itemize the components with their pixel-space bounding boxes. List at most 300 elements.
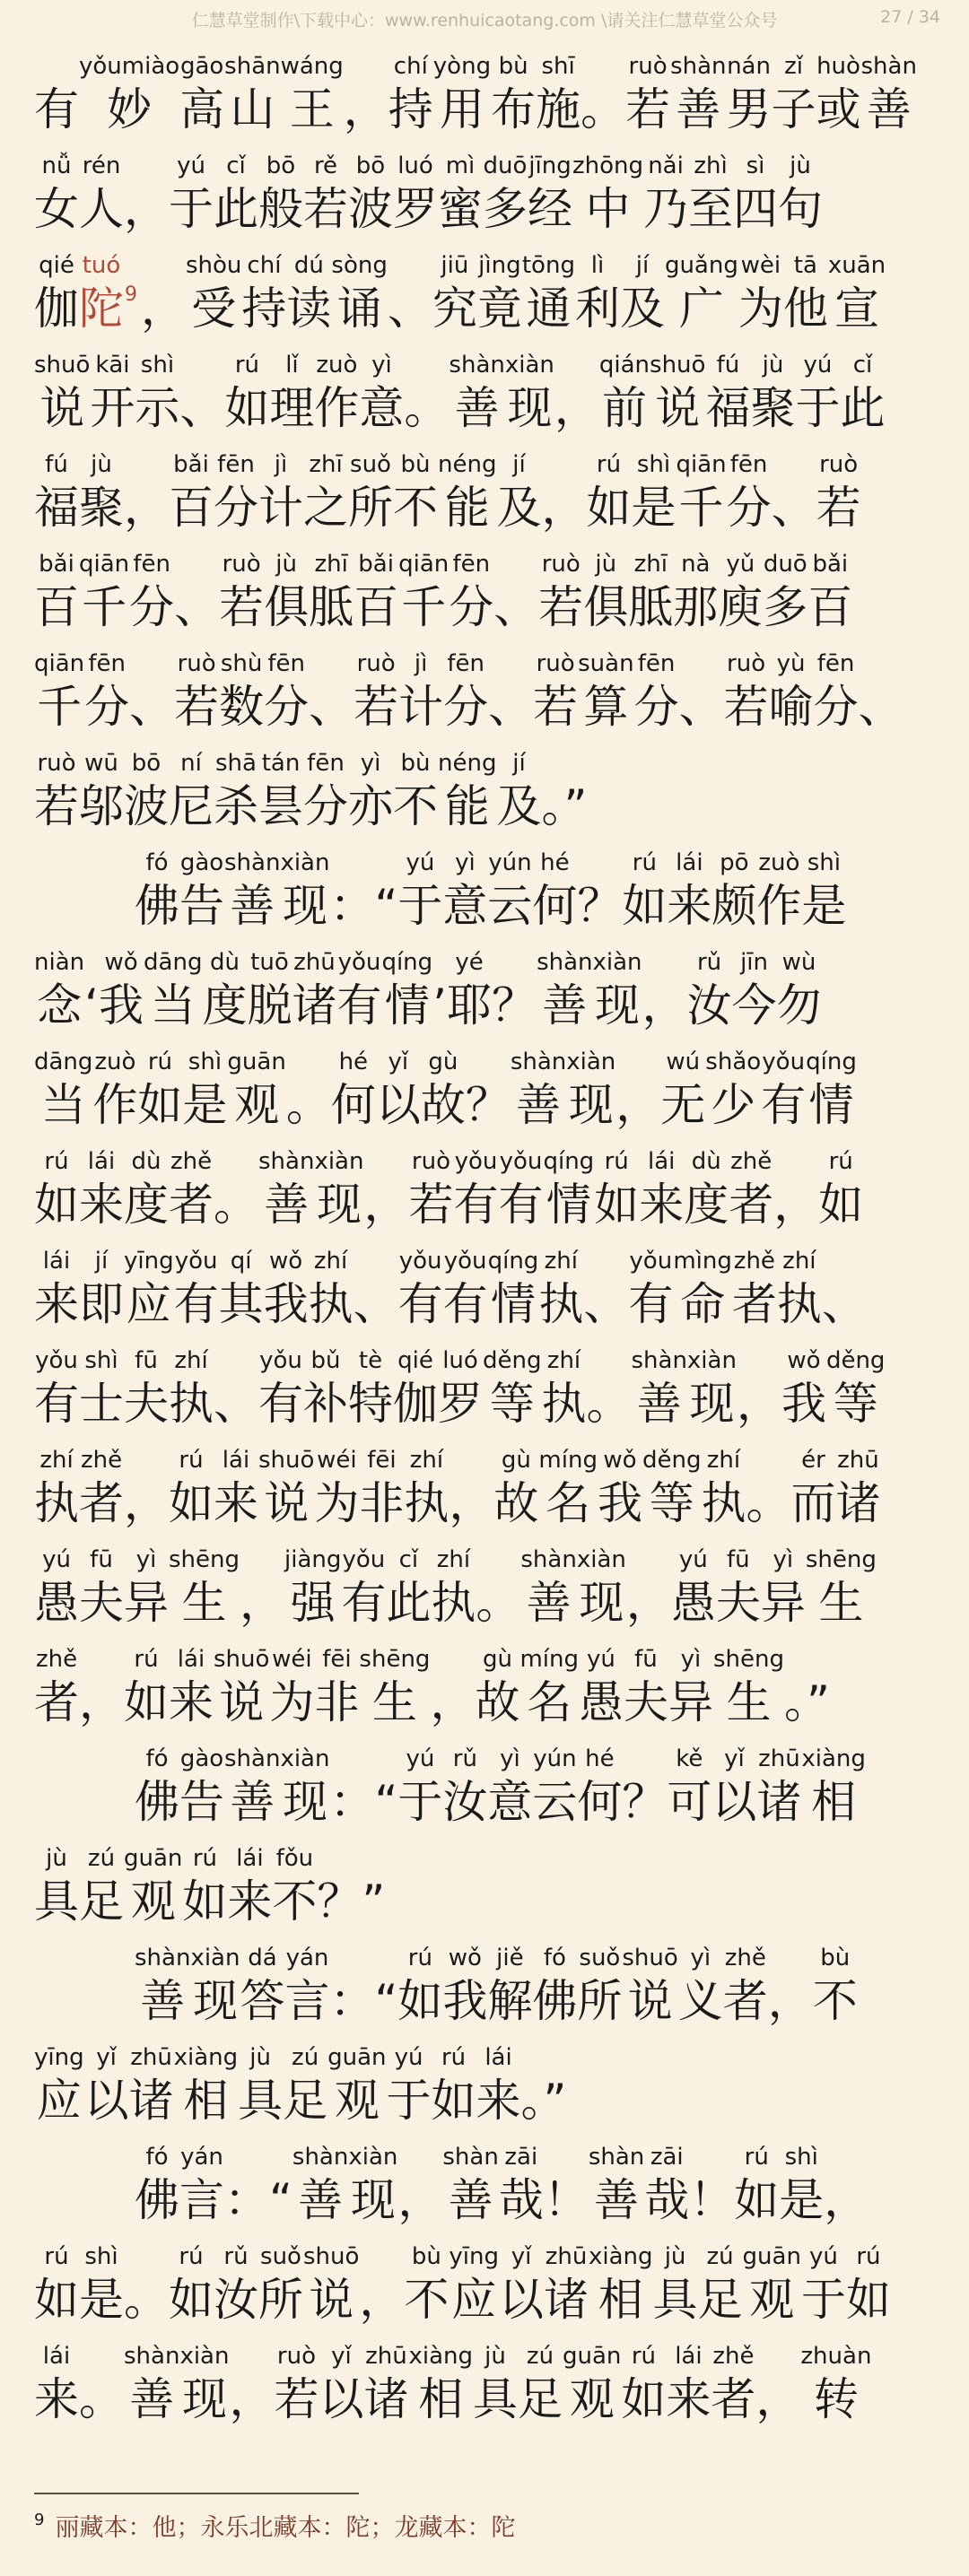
annotated-character (756, 849, 802, 932)
pinyin: shuō (34, 352, 91, 379)
character: 经 (528, 183, 572, 235)
pinyin: ruò (723, 650, 769, 677)
character: 善 (258, 1179, 315, 1231)
pinyin: shuō (650, 352, 706, 379)
pinyin: rú (397, 1945, 443, 1971)
annotated-character (404, 1447, 450, 1529)
annotated-character (628, 1248, 674, 1330)
annotated-character (808, 551, 853, 633)
annotated-character (475, 1646, 520, 1728)
annotated-character (589, 2243, 653, 2326)
annotated-character (124, 1646, 169, 1728)
annotated-character (263, 1248, 309, 1330)
pinyin: shàn (124, 2343, 180, 2370)
punctuation: 。 (586, 1378, 632, 1430)
annotated-character (801, 1745, 866, 1828)
pinyin: rǔ (442, 1745, 488, 1772)
character: 夫 (124, 1378, 169, 1430)
pinyin: tuō (247, 949, 292, 976)
pinyin: zhōng (572, 152, 644, 179)
character: 具 (238, 2075, 284, 2127)
pinyin: yǒu (258, 1347, 303, 1374)
character: 脱 (247, 979, 292, 1031)
pinyin: fēn (449, 551, 494, 578)
character: 即 (79, 1278, 124, 1330)
annotated-character (676, 451, 727, 534)
annotated-character (348, 750, 393, 832)
annotated-character (404, 2243, 450, 2326)
annotated-character (303, 750, 348, 832)
pinyin: fēn (264, 650, 310, 677)
character: 观 (563, 2373, 622, 2425)
annotated-character (711, 849, 757, 932)
annotated-character (666, 2343, 711, 2425)
pinyin: yǒu (34, 1347, 79, 1374)
character: 勿 (776, 979, 822, 1031)
annotated-character (543, 1148, 595, 1231)
punctuation: 。 (214, 1179, 258, 1231)
punctuation: 、 (214, 1378, 258, 1430)
pinyin: jīng (528, 152, 572, 179)
character: 有 (341, 1577, 387, 1629)
character: 善 (442, 2174, 499, 2226)
page-number: 27 / 34 (880, 7, 940, 27)
annotated-character (432, 252, 477, 335)
annotated-character (711, 2343, 756, 2425)
character: 执 (308, 1278, 354, 1330)
character: 者 (722, 1975, 768, 2027)
pinyin: yù (768, 650, 814, 677)
annotated-character (348, 451, 393, 534)
pinyin: ruò (625, 53, 671, 80)
character: 山 (224, 83, 281, 135)
character: 念 (34, 979, 85, 1031)
pinyin: duō (483, 152, 528, 179)
pinyin: zhū (756, 1745, 802, 1772)
annotated-character (667, 849, 712, 932)
character: 何 (532, 880, 578, 932)
annotated-character (578, 650, 634, 733)
pinyin: jù (750, 352, 796, 379)
annotated-character (34, 1347, 79, 1430)
pinyin: fó (135, 849, 179, 876)
annotated-character (135, 352, 180, 434)
character: 现 (686, 1378, 737, 1430)
character: 者 (169, 1179, 214, 1231)
punctuation: ， (449, 1477, 494, 1529)
pinyin: shuō (622, 1945, 678, 1971)
pinyin: jīn (731, 949, 777, 976)
pinyin: fēn (443, 650, 489, 677)
character: 来 (227, 1875, 273, 1928)
character: 若 (625, 83, 671, 135)
pinyin: luó (393, 152, 438, 179)
character: 是 (631, 482, 677, 534)
character: 不 (272, 1875, 318, 1928)
annotated-character (801, 849, 847, 932)
character: 至 (688, 183, 734, 235)
pinyin: bù (393, 451, 438, 478)
pinyin: fó (135, 2144, 179, 2171)
pinyin: jù (79, 451, 124, 478)
character: 名 (538, 1477, 598, 1529)
annotated-character (34, 1447, 79, 1529)
character: 解 (487, 1975, 533, 2027)
pinyin: jiū (432, 252, 477, 279)
pinyin: gù (475, 1646, 520, 1673)
annotated-character (173, 2044, 239, 2127)
annotated-character (241, 252, 287, 335)
character: 持 (388, 83, 433, 135)
pinyin: yǒumiào (79, 53, 180, 80)
annotated-character (169, 1646, 214, 1728)
character: 相 (589, 2274, 653, 2326)
character: 及 (496, 482, 542, 534)
character: 善 (631, 1378, 687, 1430)
character: 哉 (498, 2174, 544, 2226)
punctuation: ， (240, 1577, 285, 1629)
pinyin: wéi (269, 1646, 315, 1673)
annotated-character (670, 1546, 716, 1629)
character: 分 (84, 681, 130, 733)
character: 杀 (214, 780, 258, 832)
character: 示 (135, 382, 180, 434)
character: 千 (79, 581, 130, 633)
pinyin: lǐ (269, 352, 315, 379)
pinyin: wū (79, 750, 124, 777)
pinyin: xiàng (801, 1745, 866, 1772)
character: 分 (443, 681, 489, 733)
pinyin: shì (182, 1049, 228, 1075)
character: 观 (227, 1079, 286, 1131)
annotated-character (397, 1745, 443, 1828)
annotated-character (726, 451, 772, 534)
annotated-character (393, 1347, 438, 1430)
character: 千 (676, 482, 727, 534)
pinyin: pō (711, 849, 757, 876)
character: 有 (258, 1378, 303, 1430)
character: 生 (712, 1676, 784, 1728)
character: 有 (498, 1179, 544, 1231)
character: 汝 (686, 979, 732, 1031)
pinyin: fēn (214, 451, 258, 478)
pinyin: fēi (359, 1447, 405, 1474)
character: 如 (169, 2274, 214, 2326)
annotated-character (264, 551, 310, 633)
character: 如 (622, 880, 668, 932)
pinyin: wǒ (597, 1447, 642, 1474)
annotated-character (650, 352, 706, 434)
character: 名 (519, 1676, 579, 1728)
character: 之 (303, 482, 348, 534)
character: 可 (667, 1776, 712, 1828)
character: 耶 (447, 979, 493, 1031)
footnote-text: 丽藏本：他；永乐北藏本：陀；龙藏本：陀 (55, 2514, 516, 2542)
pinyin: zhí (538, 1248, 584, 1275)
character: 所 (258, 2274, 303, 2326)
annotated-character (537, 949, 593, 1031)
annotated-character (697, 2243, 743, 2326)
pinyin: rú (137, 1049, 183, 1075)
pinyin: jù (473, 2343, 518, 2370)
annotated-character (327, 2044, 387, 2127)
pinyin: shēng (359, 1646, 431, 1673)
text-line (34, 1227, 940, 1330)
character: 善 (510, 1079, 567, 1131)
text-line (34, 1028, 940, 1131)
punctuation: ， (625, 1577, 671, 1629)
annotated-character (34, 83, 79, 135)
pinyin: děng (825, 1347, 886, 1374)
character: 此 (840, 382, 886, 434)
pinyin: zhuàn (800, 2343, 872, 2370)
character: 强 (284, 1577, 342, 1629)
character: 俱 (264, 581, 310, 633)
character: 善 (135, 1975, 191, 2027)
pinyin: xiàn (576, 1546, 626, 1573)
annotated-character (179, 849, 224, 932)
character: 能 (438, 482, 497, 534)
annotated-character (442, 849, 488, 932)
pinyin: yǐ (499, 2243, 545, 2270)
character: 若 (408, 1179, 454, 1231)
character: 般 (258, 183, 303, 235)
punctuation: ？ (465, 1079, 511, 1131)
pinyin: xiàng (173, 2044, 239, 2071)
annotated-character (354, 650, 399, 733)
annotated-character (292, 2144, 349, 2226)
pinyin: yú (795, 352, 841, 379)
pinyin: nà (673, 551, 719, 578)
punctuation: ， (824, 2174, 869, 2226)
character: 具 (473, 2373, 518, 2425)
character: 等 (642, 1477, 702, 1529)
character: 等 (483, 1378, 542, 1430)
annotated-character (303, 2243, 360, 2326)
character: 是 (182, 1079, 228, 1131)
annotated-character (190, 1945, 240, 2027)
annotated-character (34, 252, 79, 335)
annotated-character (816, 53, 861, 135)
pinyin: xiàn (190, 1945, 240, 1971)
text-line (34, 431, 940, 534)
pinyin: zuò (92, 1049, 138, 1075)
annotated-character (622, 849, 668, 932)
character: 其 (218, 1278, 264, 1330)
annotated-character (341, 1546, 387, 1629)
character: 人 (79, 183, 124, 235)
punctuation: 、 (353, 1278, 398, 1330)
punctuation: ， (773, 1179, 819, 1231)
annotated-character (528, 152, 572, 235)
pinyin: ruò (408, 1148, 454, 1175)
annotated-character (34, 451, 79, 534)
annotated-character (628, 551, 674, 633)
character: 有 (442, 1278, 488, 1330)
annotated-character (386, 1546, 432, 1629)
pinyin: xiàn (280, 1745, 330, 1772)
character: 不 (393, 482, 438, 534)
character: 布 (491, 83, 537, 135)
annotated-character (818, 1148, 864, 1231)
pinyin: bǎi (34, 551, 79, 578)
punctuation: ， (79, 1676, 124, 1728)
punctuation: ， (541, 482, 587, 534)
annotated-character (538, 551, 584, 633)
character: 受 (186, 283, 242, 335)
punctuation: ， (554, 382, 599, 434)
pinyin: xiàn (504, 352, 554, 379)
pinyin: ruò (219, 551, 265, 578)
annotated-character (673, 551, 719, 633)
character: 相 (801, 1776, 866, 1828)
footnote-mark: 9 (34, 2511, 45, 2529)
annotated-character (359, 1646, 431, 1728)
pinyin: shàn (670, 53, 727, 80)
annotated-character (731, 949, 777, 1031)
pinyin: xiàng (589, 2243, 653, 2270)
character: 现 (348, 2174, 398, 2226)
character: 来 (476, 2075, 521, 2127)
annotated-character (186, 252, 242, 335)
character: 情 (381, 979, 433, 1031)
pinyin: yún (532, 1745, 578, 1772)
annotated-character (303, 1347, 348, 1430)
annotated-character (388, 53, 433, 135)
character: 者 (711, 2373, 756, 2425)
character: 善 (520, 1577, 577, 1629)
annotated-character (283, 2044, 328, 2127)
annotated-character (79, 1347, 124, 1430)
annotated-character (135, 849, 179, 932)
character: 有 (173, 1278, 219, 1330)
annotated-character (227, 1049, 286, 1131)
pinyin: shàn (520, 1546, 577, 1573)
annotated-character (214, 750, 258, 832)
pinyin: yì (442, 849, 488, 876)
pinyin: xiàng (408, 2343, 473, 2370)
pinyin: zhí (701, 1447, 746, 1474)
annotated-character (453, 1148, 499, 1231)
pinyin: shàn (224, 1745, 281, 1772)
pinyin: ní (169, 750, 214, 777)
annotated-character (442, 2144, 499, 2226)
annotated-character (597, 1447, 642, 1529)
annotated-character (381, 949, 433, 1031)
character: 理 (269, 382, 315, 434)
punctuation: 。” (520, 2075, 567, 2127)
annotated-character (442, 1945, 488, 2027)
punctuation: 。” (541, 780, 588, 832)
pinyin: jù (583, 551, 629, 578)
character: 佛 (135, 2174, 179, 2226)
pinyin: gào (179, 1745, 224, 1772)
annotated-character (238, 2044, 284, 2127)
annotated-character (182, 1049, 228, 1131)
annotated-character (431, 2044, 476, 2127)
annotated-character (592, 949, 642, 1031)
pinyin: qíng (806, 1049, 857, 1075)
character: 执 (431, 1577, 476, 1629)
character: 故 (420, 1079, 466, 1131)
pinyin: yán (179, 2144, 224, 2171)
character: 执 (404, 1477, 450, 1529)
annotated-character (776, 1248, 822, 1330)
pinyin: děng (483, 1347, 542, 1374)
annotated-character (782, 252, 828, 335)
character: 那 (673, 581, 719, 633)
character: 若 (219, 581, 265, 633)
character: 应 (34, 2075, 84, 2127)
character: 王 (280, 83, 344, 135)
character: 千 (398, 581, 450, 633)
punctuation: ， (124, 1477, 169, 1529)
annotated-character (84, 650, 130, 733)
annotated-character (79, 451, 124, 534)
annotated-character (763, 551, 808, 633)
character: 说 (622, 1975, 678, 2027)
annotated-character (806, 1049, 857, 1131)
character: 相 (408, 2373, 473, 2425)
annotated-character (314, 1646, 360, 1728)
annotated-character (577, 1945, 623, 2027)
pinyin: zú (79, 1845, 124, 1872)
character: 现 (504, 382, 554, 434)
pinyin: shàn (537, 949, 593, 976)
character: 生 (169, 1577, 240, 1629)
annotated-character (432, 53, 492, 135)
pinyin: qíng (487, 1248, 539, 1275)
pinyin: tè (348, 1347, 393, 1374)
annotated-character (124, 1148, 169, 1231)
text-line (34, 231, 940, 335)
annotated-character (631, 451, 677, 534)
annotated-character (331, 252, 388, 335)
character: 四 (733, 183, 779, 235)
punctuation: 。 (124, 2274, 169, 2326)
character: 足 (283, 2075, 328, 2127)
annotated-character (576, 1546, 626, 1629)
pinyin: yǒu (442, 1248, 488, 1275)
annotated-character (280, 53, 344, 135)
annotated-character (442, 1745, 488, 1828)
character: 聚 (750, 382, 796, 434)
text-line (34, 2322, 940, 2425)
annotated-character (673, 1248, 732, 1330)
pinyin: jì (398, 650, 444, 677)
annotated-character (274, 2343, 319, 2425)
punctuation: 、 (771, 482, 816, 534)
character: 算 (578, 681, 634, 733)
annotated-character (309, 551, 354, 633)
pinyin: yú (397, 1745, 443, 1772)
annotated-character (705, 352, 751, 434)
pinyin: dù (202, 949, 248, 976)
annotated-character (79, 1248, 124, 1330)
character: 以 (319, 2373, 364, 2425)
pinyin: shì (779, 2144, 825, 2171)
pinyin: nǎi (643, 152, 688, 179)
character: 计 (258, 482, 303, 534)
character: 千 (34, 681, 85, 733)
pinyin: jù (34, 1845, 79, 1872)
pinyin: fó (135, 1745, 179, 1772)
annotated-character (588, 2144, 645, 2226)
annotated-character (447, 949, 493, 1031)
annotated-character (734, 2144, 780, 2226)
pinyin: lái (227, 1845, 273, 1872)
text-line (34, 1526, 940, 1629)
